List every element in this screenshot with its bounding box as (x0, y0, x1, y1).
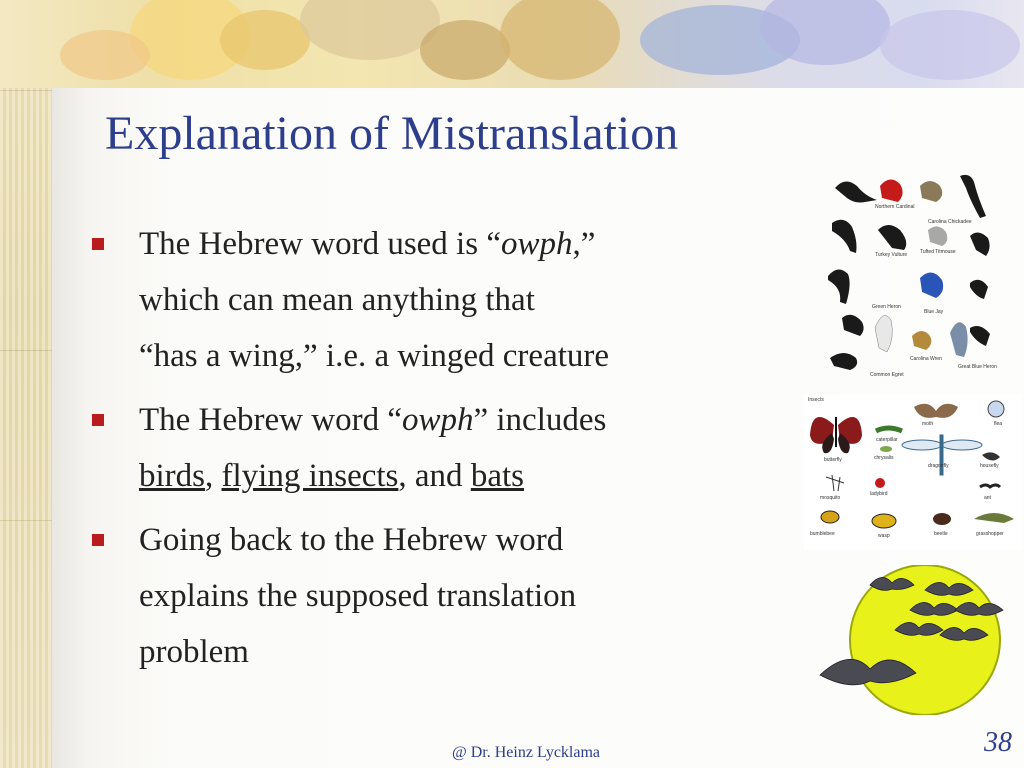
bullet-square-icon (92, 414, 104, 426)
egret-icon (875, 316, 892, 353)
bird-silhouette-icon (960, 175, 986, 218)
birds-illustration (820, 168, 1020, 388)
bird-silhouette-icon (842, 315, 864, 336)
moon-icon (850, 565, 1000, 715)
bats-illustration (815, 565, 1005, 715)
blue-jay-icon (920, 272, 943, 298)
bird-silhouette-icon (878, 225, 906, 250)
bird-label: Carolina Wren (910, 356, 942, 362)
bird-label: Northern Cardinal (875, 204, 915, 210)
beetle-icon (933, 513, 951, 525)
bumblebee-icon (821, 511, 839, 523)
insect-label: grasshopper (976, 531, 1004, 537)
insect-label: housefly (980, 463, 999, 469)
heron-icon (950, 322, 968, 357)
bullet-item-owph-meaning (88, 216, 778, 384)
bullet-line (139, 448, 778, 504)
bullet-line (139, 216, 778, 272)
ant-icon (980, 485, 1000, 487)
chickadee-icon (920, 181, 942, 202)
bullet-line: Going back to the Hebrew word (139, 522, 564, 558)
bullet-text: ,” (572, 226, 596, 262)
bullet-square-icon (92, 534, 104, 546)
insect-label: flea (994, 421, 1003, 427)
page-number: 38 (984, 727, 1012, 758)
left-decorative-strip (0, 0, 52, 768)
bullet-text: The Hebrew word “ (139, 402, 402, 438)
bird-silhouette-icon (970, 280, 988, 299)
bullet-line (139, 392, 778, 448)
bird-label: Blue Jay (924, 309, 944, 315)
bullet-line: which can mean anything that (139, 282, 535, 318)
bullet-square-icon (92, 238, 104, 250)
bullet-text: , (205, 458, 222, 494)
ladybird-icon (875, 478, 885, 488)
bird-label: Turkey Vulture (875, 252, 908, 258)
insect-label: dragonfly (928, 463, 949, 469)
link-birds[interactable]: birds (139, 458, 205, 494)
link-bats[interactable]: bats (470, 458, 524, 494)
titmouse-icon (928, 226, 947, 246)
bird-silhouette-icon (828, 269, 850, 304)
cardinal-icon (880, 179, 903, 202)
hebrew-word: owph (500, 226, 573, 262)
insects-heading: Insects (808, 397, 824, 403)
hebrew-word: owph (401, 402, 474, 438)
wren-icon (912, 331, 931, 350)
bird-silhouette-icon (832, 220, 857, 253)
slide-title: Explanation of Mistranslation (105, 107, 679, 160)
slide-footer: @ Dr. Heinz Lycklama (452, 744, 601, 761)
bullet-item-owph-includes (88, 392, 778, 504)
insect-label: moth (922, 421, 934, 427)
bird-label: Great Blue Heron (958, 364, 997, 370)
bird-silhouette-icon (970, 326, 990, 346)
insect-label: ladybird (870, 491, 888, 497)
bird-silhouette-icon (835, 181, 877, 202)
insect-label: ant (984, 495, 991, 501)
insect-label: mosquito (820, 495, 841, 501)
insect-label: chrysalis (874, 455, 894, 461)
bullet-line: problem (139, 634, 249, 670)
insect-label: bumblebee (810, 531, 835, 537)
insect-label: caterpillar (876, 437, 898, 443)
top-decorative-banner (0, 0, 1024, 88)
insects-illustration (804, 395, 1022, 550)
bird-label: Tufted Titmouse (920, 249, 956, 255)
bird-silhouette-icon (970, 232, 990, 256)
bullet-text: ” includes (473, 402, 607, 438)
chrysalis-icon (880, 446, 892, 452)
link-flying-insects[interactable]: flying insects (221, 458, 399, 494)
bullet-list (88, 216, 778, 688)
bullet-item-going-back (88, 512, 778, 680)
insect-label: wasp (878, 533, 890, 539)
flea-icon (988, 401, 1004, 417)
insect-label: butterfly (824, 457, 842, 463)
bullet-text: , and (398, 458, 471, 494)
bird-label: Common Egret (870, 372, 904, 378)
bird-label: Carolina Chickadee (928, 219, 972, 225)
bird-label: Green Heron (872, 304, 901, 310)
bullet-line: explains the supposed translation (139, 578, 577, 614)
insect-label: beetle (934, 531, 948, 537)
bullet-line: “has a wing,” i.e. a winged creature (139, 338, 610, 374)
bullet-text: The Hebrew word used is “ (139, 226, 501, 262)
bird-silhouette-icon (830, 353, 857, 370)
wasp-icon (872, 514, 896, 528)
